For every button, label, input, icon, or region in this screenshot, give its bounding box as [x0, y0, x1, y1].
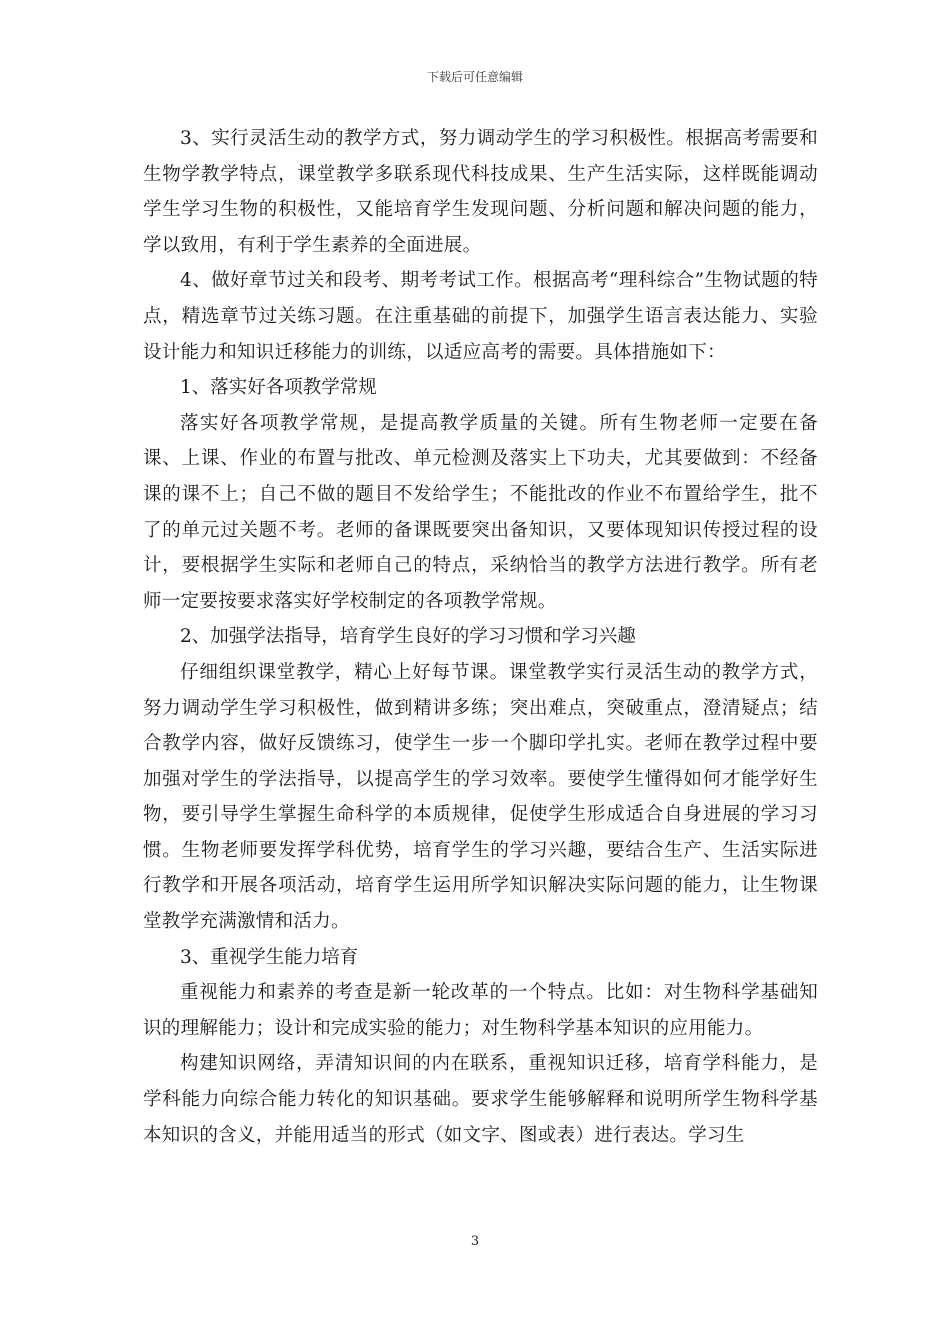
- paragraph: 构建知识网络，弄清知识间的内在联系，重视知识迁移，培育学科能力，是学科能力向综合能力转化的知识基础。要求学生能够解释和说明所学生物科学基本知识的含义，并能用适当的形式（如文字、图或表）进行表达。学习生: [143, 1053, 818, 1146]
- section-heading: 3、重视学生能力培育: [180, 946, 359, 968]
- paragraph: 4、做好章节过关和段考、期考考试工作。根据高考“理科综合”生物试题的特点，精选章节过关练习题。在注重基础的前提下，加强学生语言表达能力、实验设计能力和知识迁移能力的训练，以适应高考的需要。具体措施如下：: [143, 270, 818, 363]
- paragraph: 3、实行灵活生动的教学方式，努力调动学生的学习积极性。根据高考需要和生物学教学特点，课堂教学多联系现代科技成果、生产生活实际，这样既能调动学生学习生物的积极性，又能培育学生发现问题、分析问题和解决问题的能力，学以致用，有利于学生素养的全面进展。: [143, 128, 818, 256]
- paragraph: 落实好各项教学常规，是提高教学质量的关键。所有生物老师一定要在备课、上课、作业的布置与批改、单元检测及落实上下功夫，尤其要做到：不经备课的课不上；自己不做的题目不发给学生；不能批改的作业不布置给学生，批不了的单元过关题不考。老师的备课既要突出备知识，又要体现知识传授过程的设计，要根据学生实际和老师自己的特点，采纳恰当的教学方法进行教学。所有老师一定要按要求落实好学校制定的各项教学常规。: [143, 412, 818, 612]
- paragraph: 仔细组织课堂教学，精心上好每节课。课堂教学实行灵活生动的教学方式，努力调动学生学习积极性，做到精讲多练；突出难点，突破重点，澄清疑点；结合教学内容，做好反馈练习，使学生一步一个脚印学扎实。老师在教学过程中要加强对学生的学法指导，以提高学生的学习效率。要使学生懂得如何才能学好生物，要引导学生掌握生命科学的本质规律，促使学生形成适合自身进展的学习习惯。生物老师要发挥学科优势，培育学生的学习兴趣，要结合生产、生活实际进行教学和开展各项活动，培育学生运用所学知识解决实际问题的能力，让生物课堂教学充满激情和活力。: [143, 661, 818, 933]
- paragraph: 重视能力和素养的考查是新一轮改革的一个特点。比如：对生物科学基础知识的理解能力；设计和完成实验的能力；对生物科学基本知识的应用能力。: [143, 982, 818, 1039]
- page-header-note: 下载后可任意编辑: [426, 70, 523, 84]
- document-body: [143, 121, 818, 1153]
- page-number: 3: [470, 1234, 480, 1249]
- section-heading: 2、加强学法指导，培育学生良好的学习习惯和学习兴趣: [180, 626, 636, 648]
- section-heading: 1、落实好各项教学常规: [180, 377, 377, 399]
